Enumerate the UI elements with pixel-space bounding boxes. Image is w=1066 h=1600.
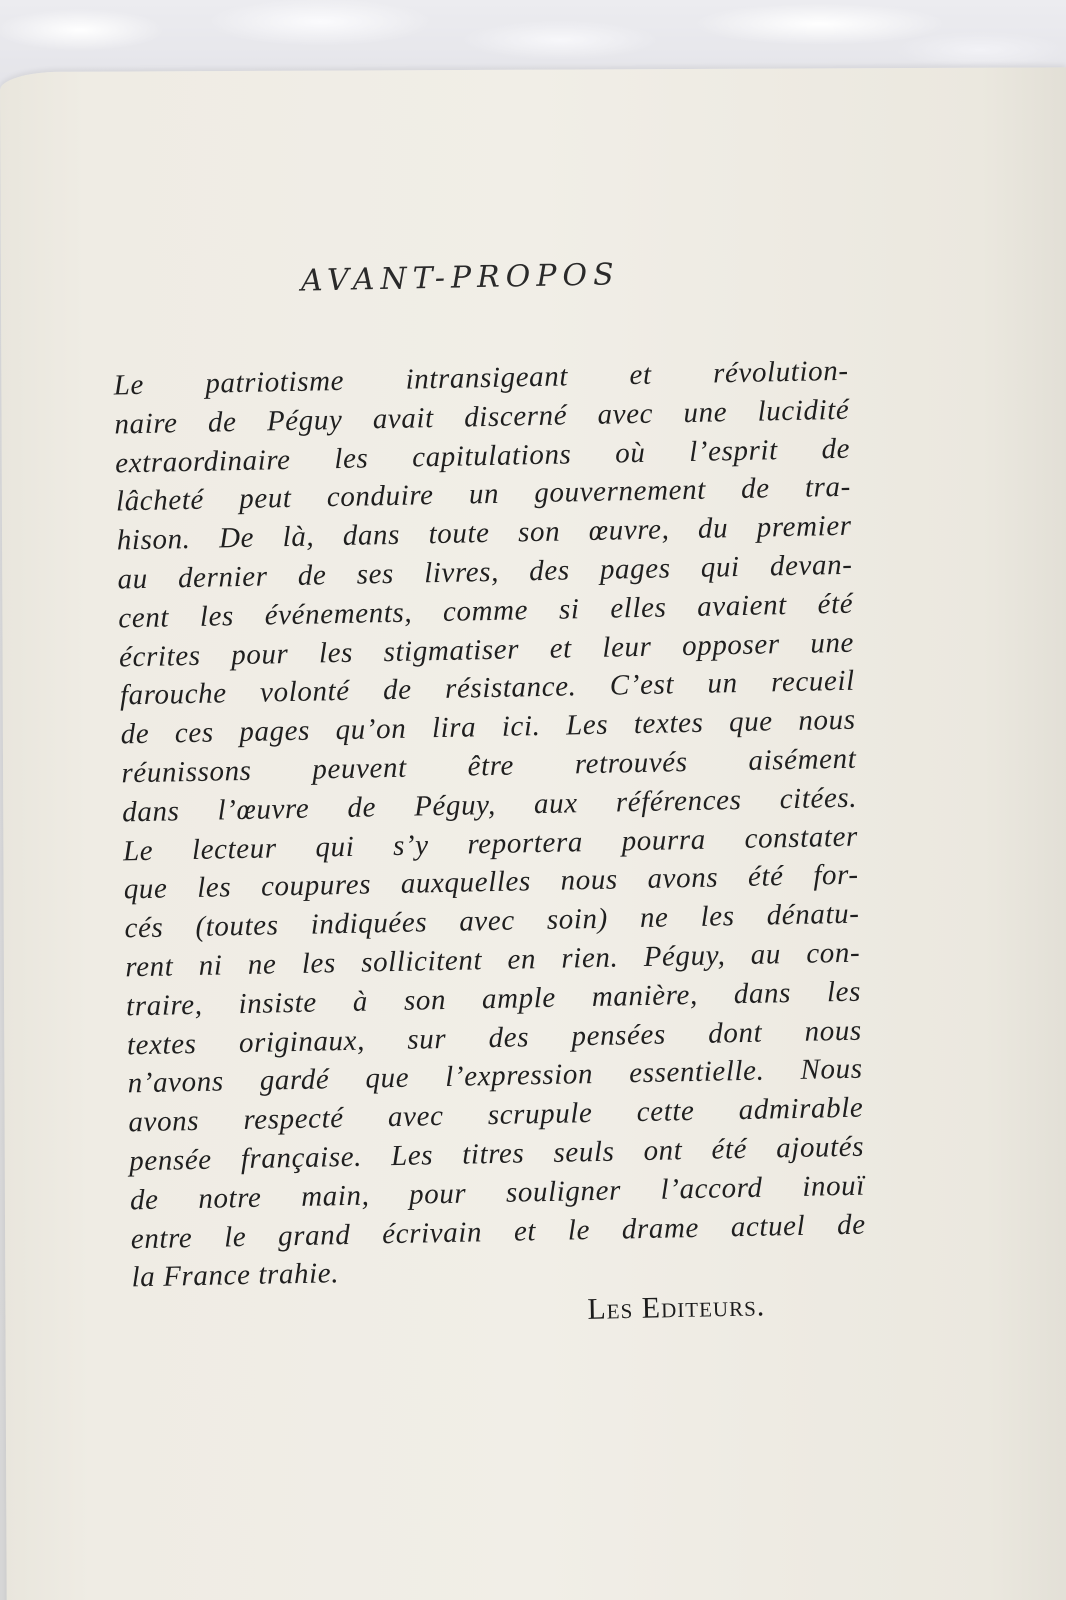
body-line: réunissons peuvent être retrouvés aisément	[121, 742, 857, 790]
body-line: naire de Péguy avait discerné avec une lucidité	[114, 393, 850, 441]
body-line: cés (toutes indiquées avec soin) ne les dénatu-	[124, 897, 860, 945]
body-line: extraordinaire les capitulations où l’esprit de	[114, 432, 851, 480]
body-line: farouche volonté de résistance. C’est un recueil	[119, 665, 856, 712]
body-line: hison. De là, dans toute son œuvre, du premier	[116, 509, 852, 557]
body-line: écrites pour les stigmatiser et leur opposer une	[118, 626, 855, 674]
body-line: traire, insiste à son ample manière, dans les	[125, 975, 862, 1023]
body-line: textes originaux, sur des pensées dont nous	[126, 1014, 863, 1061]
book-page	[0, 67, 1066, 1600]
body-line: cent les événements, comme si elles avaient été	[118, 587, 854, 635]
body-line: de notre main, pour souligner l’accord inouï	[129, 1169, 866, 1217]
signature: Les Editeurs.	[587, 1289, 766, 1326]
body-line: de ces pages qu’on lira ici. Les textes que nous	[120, 703, 856, 751]
page-title: AVANT-PROPOS	[300, 257, 620, 299]
body-line: entre le grand écrivain et le drame actuel de	[130, 1208, 866, 1255]
body-line: pensée française. Les titres seuls ont été ajoutés	[128, 1130, 865, 1178]
body-line: que les coupures auxquelles nous avons été for-	[123, 859, 859, 906]
body-line: la France trahie.	[131, 1257, 340, 1294]
body-line: Le lecteur qui s’y reportera pourra constater	[122, 820, 859, 867]
body-line: n’avons gardé que l’expression essentielle. Nous	[127, 1052, 863, 1100]
body-line: au dernier de ses livres, des pages qui devan-	[117, 548, 853, 596]
body-line: dans l’œuvre de Péguy, aux références citées.	[121, 781, 858, 829]
body-line: rent ni ne les sollicitent en rien. Péguy, au con-	[125, 936, 861, 984]
foreword-body	[113, 352, 867, 1298]
body-line: lâcheté peut conduire un gouvernement de tra-	[115, 471, 852, 518]
body-line: avons respecté avec scrupule cette admirable	[128, 1091, 864, 1139]
body-line: Le patriotisme intransigeant et révolution-	[113, 354, 849, 402]
